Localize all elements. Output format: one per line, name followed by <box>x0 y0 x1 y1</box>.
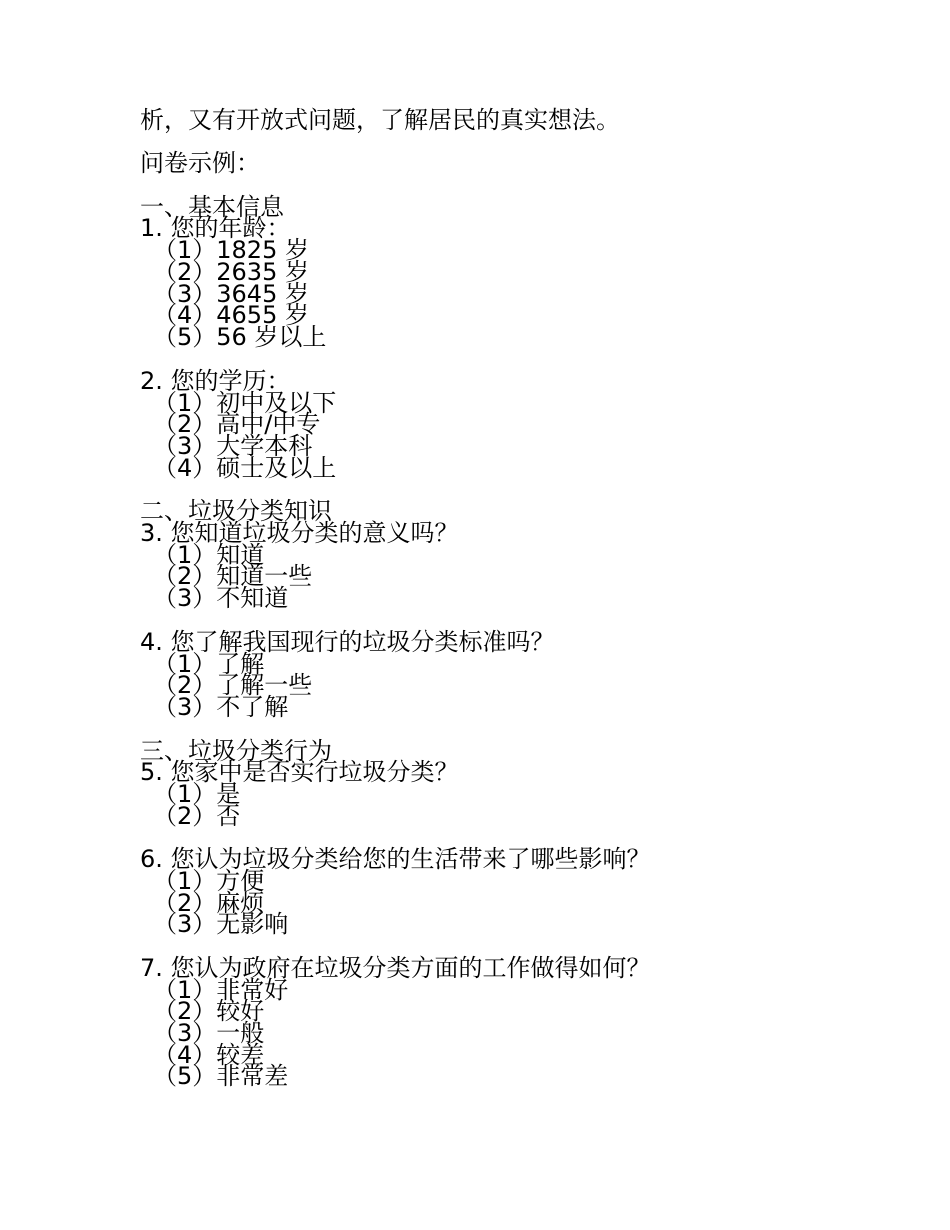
question-3-option-2: （2）知道一些 <box>153 562 313 590</box>
question-5-option-2: （2）否 <box>153 802 241 830</box>
section-heading-basic-info: 一、基本信息 <box>140 193 284 221</box>
question-3: 3. 您知道垃圾分类的意义吗？ <box>140 519 459 547</box>
question-7: 7. 您认为政府在垃圾分类方面的工作做得如何？ <box>140 954 651 982</box>
question-7-option-5: （5）非常差 <box>153 1062 289 1090</box>
question-6-option-2: （2）麻烦 <box>153 889 265 917</box>
question-7-option-1: （1）非常好 <box>153 976 289 1004</box>
question-2-option-3: （3）大学本科 <box>153 432 313 460</box>
question-4-option-1: （1）了解 <box>153 650 265 678</box>
question-1: 1. 您的年龄： <box>140 214 291 242</box>
question-4-option-2: （2）了解一些 <box>153 671 313 699</box>
question-4-option-3: （3）不了解 <box>153 693 289 721</box>
question-2-option-1: （1）初中及以下 <box>153 389 337 417</box>
question-1-option-5: （5）56 岁以上 <box>153 323 327 351</box>
question-2-option-4: （4）硕士及以上 <box>153 454 337 482</box>
question-1-option-2: （2）2635 岁 <box>153 258 309 286</box>
question-3-option-1: （1）知道 <box>153 541 265 569</box>
question-7-option-4: （4）较差 <box>153 1041 265 1069</box>
question-6-option-3: （3）无影响 <box>153 910 289 938</box>
question-1-option-1: （1）1825 岁 <box>153 236 309 264</box>
question-1-option-3: （3）3645 岁 <box>153 280 309 308</box>
intro-paragraph-continuation: 析，又有开放式问题，了解居民的真实想法。 <box>140 106 620 134</box>
section-heading-sorting-knowledge: 二、垃圾分类知识 <box>140 497 332 525</box>
question-6: 6. 您认为垃圾分类给您的生活带来了哪些影响？ <box>140 845 651 873</box>
question-4: 4. 您了解我国现行的垃圾分类标准吗？ <box>140 628 555 656</box>
question-7-option-2: （2）较好 <box>153 997 265 1025</box>
question-7-option-3: （3）一般 <box>153 1019 265 1047</box>
question-3-option-3: （3）不知道 <box>153 584 289 612</box>
question-5-option-1: （1）是 <box>153 780 241 808</box>
section-heading-sorting-behavior: 三、垃圾分类行为 <box>140 737 332 765</box>
question-5: 5. 您家中是否实行垃圾分类？ <box>140 758 459 786</box>
question-6-option-1: （1）方便 <box>153 867 265 895</box>
question-2: 2. 您的学历： <box>140 367 291 395</box>
questionnaire-example-label: 问卷示例： <box>140 149 260 177</box>
question-2-option-2: （2）高中/中专 <box>153 410 321 438</box>
question-1-option-4: （4）4655 岁 <box>153 301 309 329</box>
